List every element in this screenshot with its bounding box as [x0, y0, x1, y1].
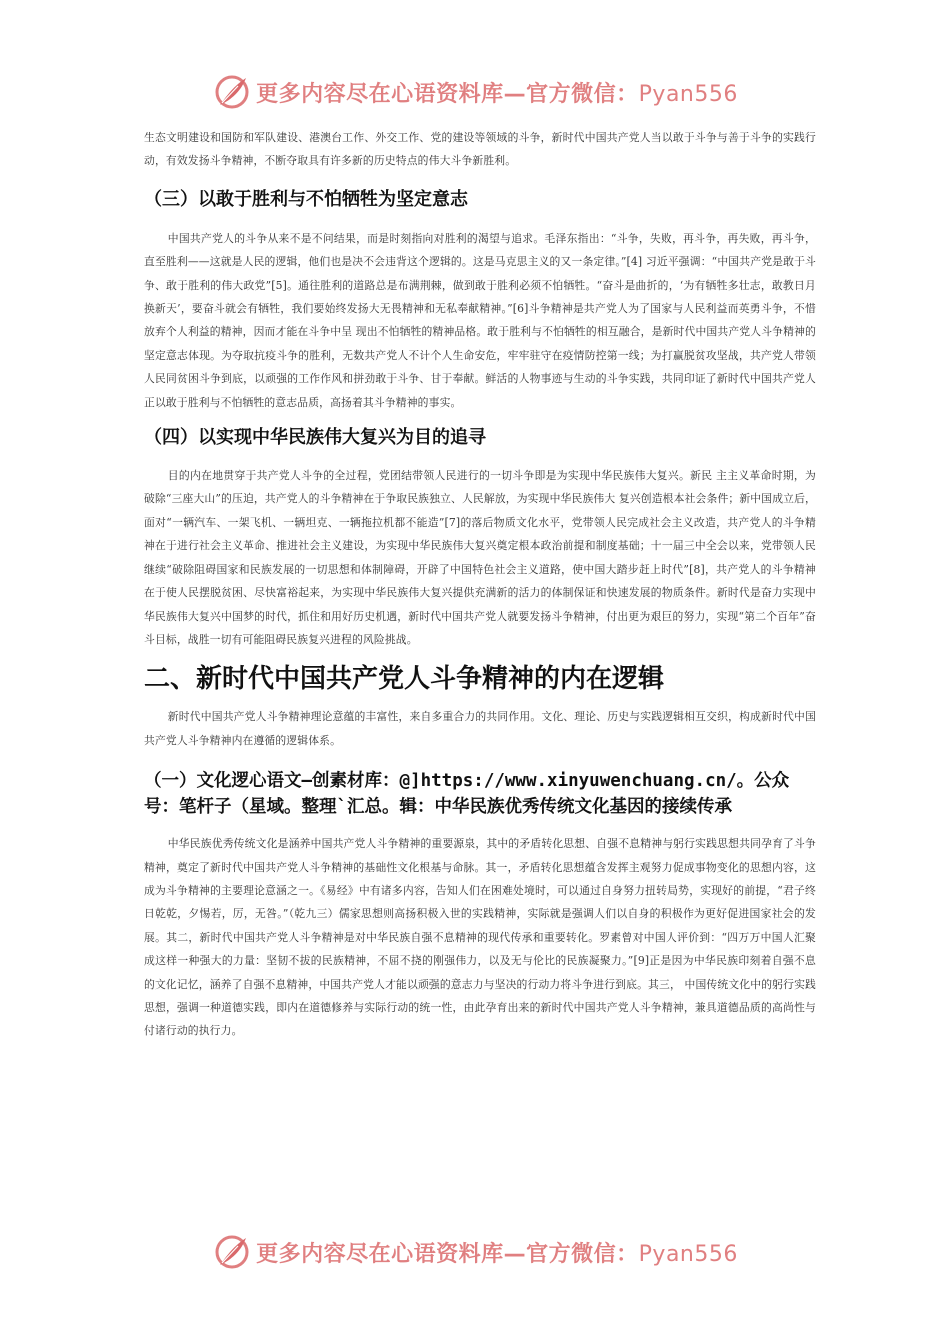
- paragraph: 中国共产党人的斗争从来不是不问结果，而是时刻指向对胜利的渴望与追求。毛泽东指出：“斗争，失败，再斗争，再失败，再斗争，直至胜利——这就是人民的逻辑，他们也是决不会违背这个逻辑的。这是马克思主义的又一条定律。”[4] 习近平强调：“中国共产党是敢于斗争、敢于胜利的伟大政党”[5]。通往胜利的道路总是布满荆棘，做到敢于胜利必须不怕牺牲。“奋斗是曲折的，‘为有牺牲多壮志，敢教日月换新天’，要奋斗就会有牺牲，我们要始终发扬大无畏精神和无私奉献精神。”[6]斗争精神是共产党人为了国家与人民利益而英勇斗争，不惜放弃个人利益的精神，因而才能在斗争中呈 现出不怕牺牲的精神品格。敢于胜利与不怕牺牲的相互融合，是新时代中国共产党人斗争精神的坚定意志体现。为夺取抗疫斗争的胜利，无数共产党人不计个人生命安危，牢牢驻守在疫情防控第一线；为打赢脱贫攻坚战，共产党人带领人民同贫困斗争到底，以顽强的工作作风和拼劲敢于斗争、甘于奉献。鲜活的人物事迹与生动的斗争实践，共同印证了新时代中国共产党人正以敢于胜利与不怕牺牲的意志品质，高扬着其斗争精神的事实。: [144, 231, 816, 409]
- wechat-id: Pyan556: [638, 1241, 738, 1267]
- chapter-heading: 二、新时代中国共产党人斗争精神的内在逻辑: [144, 664, 665, 695]
- paragraph: 目的内在地贯穿于共产党人斗争的全过程，党团结带领人民进行的一切斗争即是为实现中华民族伟大复兴。新民 主主义革命时期，为破除“三座大山”的压迫，共产党人的斗争精神在于争取民族独立、人民解放，为实现中华民族伟大 复兴创造根本社会条件；新中国成立后，面对“一辆汽车、一架飞机、一辆坦克、一辆拖拉机都不能造”[7]的落后物质文化水平，党带领人民完成社会主义改造，共产党人的斗争精神在于进行社会主义革命、推进社会主义建设，为实现中华民族伟大复兴奠定根本政治前提和制度基础；十一届三中全会以来，党带领人民继续“破除阻碍国家和民族发展的一切思想和体制障碍，开辟了中国特色社会主义道路，使中国大踏步赶上时代”[8]，共产党人的斗争精神在于使人民摆脱贫困、尽快富裕起来，为实现中华民族伟大复兴提供充满新的活力的体制保证和快速发展的物质条件。新时代是奋力实现中华民族伟大复兴中国梦的时代，抓住和用好历史机遇，新时代中国共产党人就要发扬斗争精神，付出更为艰巨的努力，实现“第二个百年”奋斗目标，战胜一切有可能阻碍民族复兴进程的风险挑战。: [144, 469, 816, 646]
- wechat-id: Pyan556: [638, 81, 738, 107]
- watermark-label: 更多内容尽在心语资料库—官方微信：: [256, 81, 639, 107]
- feather-circle-logo-icon: [212, 1232, 252, 1272]
- watermark-label: 更多内容尽在心语资料库—官方微信：: [256, 1241, 639, 1267]
- header-watermark-banner: [0, 66, 950, 118]
- paragraph: 新时代中国共产党人斗争精神理论意蕴的丰富性，来自多重合力的共同作用。文化、理论、历史与实践逻辑相互交织，构成新时代中国共产党人斗争精神内在遵循的逻辑体系。: [144, 710, 816, 747]
- section-heading-1: （一）文化逻心语文—创素材库：@]https://www.xinyuwenchuang.cn/。公众号：笔杆子（星域。整理`汇总。辑：中华民族优秀传统文化基因的接续传承: [144, 771, 790, 818]
- document-body: [144, 126, 816, 1043]
- feather-circle-logo-icon: [212, 72, 252, 112]
- paragraph: 中华民族优秀传统文化是涵养中国共产党人斗争精神的重要源泉，其中的矛盾转化思想、自强不息精神与躬行实践思想共同孕育了斗争精神，奠定了新时代中国共产党人斗争精神的基础性文化根基与命脉。其一，矛盾转化思想蕴含发挥主观努力促成事物变化的思想内容，这成为斗争精神的主要理论意涵之一。《易经》中有诸多内容，告知人们在困难处境时，可以通过自身努力扭转局势，实现好的前提，“君子终日乾乾，夕惕若，厉，无咎。”（乾九三）儒家思想则高扬积极入世的实践精神，实际就是强调人们以自身的积极作为更好促进国家社会的发展。其二，新时代中国共产党人斗争精神是对中华民族自强不息精神的现代传承和重要转化。罗素曾对中国人评价到：“四万万中国人汇聚成这样一种强大的力量：坚韧不拔的民族精神，不屈不挠的刚强伟力，以及无与伦比的民族凝聚力。”[9]正是因为中华民族印刻着自强不息的文化记忆，涵养了自强不息精神，中国共产党人才能以顽强的意志力与坚决的行动力将斗争进行到底。其三， 中国传统文化中的躬行实践思想，强调一种道德实践，即内在道德修养与实际行动的统一性，由此孕育出来的新时代中国共产党人斗争精神，兼具道德品质的高尚性与付诸行动的执行力。: [144, 837, 816, 1038]
- watermark-text: [256, 1237, 738, 1268]
- section-heading-3: （三）以敢于胜利与不怕牺牲为坚定意志: [144, 188, 468, 210]
- footer-watermark-banner: [0, 1226, 950, 1278]
- paragraph: 生态文明建设和国防和军队建设、港澳台工作、外交工作、党的建设等领域的斗争，新时代中国共产党人当以敢于斗争与善于斗争的实践行动，有效发扬斗争精神，不断夺取具有许多新的历史特点的伟大斗争新胜利。: [144, 131, 816, 168]
- watermark-text: [256, 77, 738, 108]
- section-heading-4: （四）以实现中华民族伟大复兴为目的追寻: [144, 427, 486, 449]
